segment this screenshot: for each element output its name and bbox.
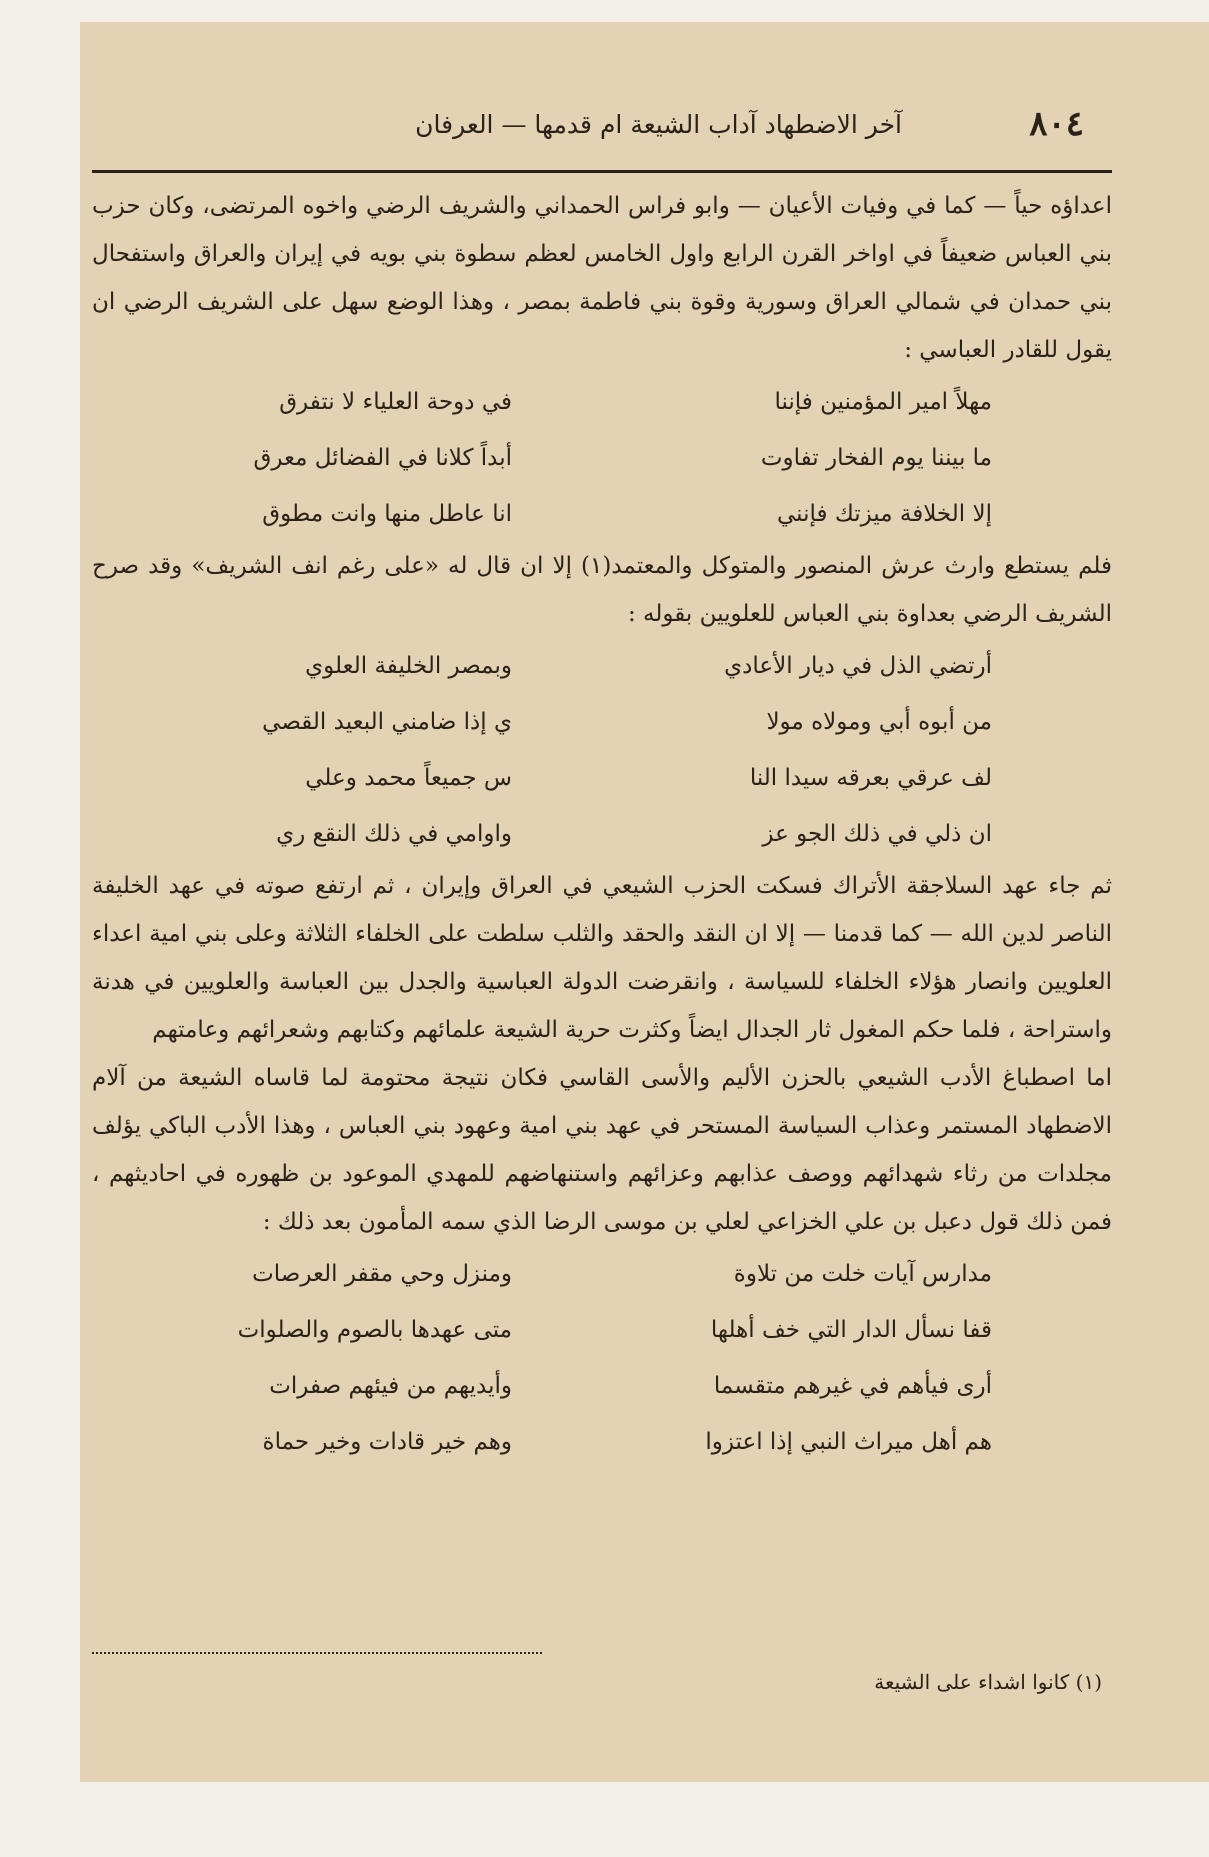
verse-line <box>92 1302 1112 1358</box>
verse-line <box>92 1246 1112 1302</box>
verse-second-hemistich: أبداً كلانا في الفضائل معرق <box>253 445 512 471</box>
verse-first-hemistich: قفا نسأل الدار التي خف أهلها <box>710 1317 992 1343</box>
verse-line <box>92 694 1112 750</box>
poem-block <box>92 1246 1112 1470</box>
paragraph: اعداؤه حياً — كما في وفيات الأعيان — وابو فراس الحمداني والشريف الرضي واخوه المرتضى، وكان حزب بني العباس ضعيفاً في اواخر القرن الرابع واول الخامس لعظم سطوة بني بويه في إيران والعراق واستفحال بني حمدان في شمالي العراق وسورية وقوة بني فاطمة بمصر ، وهذا الوضع سهل على الشريف الرضي ان يقول للقادر العباسي : <box>92 193 1112 363</box>
verse-second-hemistich: ي إذا ضامني البعيد القصي <box>262 709 512 735</box>
page-content <box>92 22 1112 1782</box>
poem-block <box>92 374 1112 542</box>
verse-line <box>92 486 1112 542</box>
verse-first-hemistich: هم أهل ميراث النبي إذا اعتزوا <box>705 1429 992 1455</box>
verse-first-hemistich: أرتضي الذل في ديار الأعادي <box>724 653 992 679</box>
page-number: ٨٠٤ <box>1029 104 1084 144</box>
paragraph: ثم جاء عهد السلاجقة الأتراك فسكت الحزب الشيعي في العراق وإيران ، ثم ارتفع صوته في عهد الخليفة الناصر لدين الله — كما قدمنا — إلا ان النقد والحقد والثلب سلطت على الخلفاء الثلاثة وعلى بني امية اعداء العلويين وانصار هؤلاء الخلفاء للسياسة ، وانقرضت الدولة العباسية والجدل بين العباسة والعلويين في هدنة واستراحة ، فلما حكم المغول ثار الجدال ايضاً وكثرت حرية الشيعة علمائهم وكتابهم وشعرائهم وعامتهم <box>92 873 1112 1043</box>
verse-second-hemistich: في دوحة العلياء لا نتفرق <box>279 389 512 415</box>
verse-line <box>92 430 1112 486</box>
verse-second-hemistich: انا عاطل منها وانت مطوق <box>262 501 512 527</box>
verse-first-hemistich: لف عرقي بعرقه سيدا النا <box>749 765 992 791</box>
poem-block <box>92 638 1112 862</box>
verse-second-hemistich: متى عهدها بالصوم والصلوات <box>237 1317 512 1343</box>
verse-second-hemistich: ومنزل وحي مقفر العرصات <box>252 1261 512 1287</box>
running-title: آخر الاضطهاد آداب الشيعة ام قدمها — العرفان <box>415 110 902 139</box>
footnote-rule <box>92 1652 542 1654</box>
body-text <box>92 182 1112 1470</box>
verse-first-hemistich: ان ذلي في ذلك الجو عز <box>762 821 992 847</box>
verse-second-hemistich: س جميعاً محمد وعلي <box>305 765 512 791</box>
verse-second-hemistich: وهم خير قادات وخير حماة <box>262 1429 512 1455</box>
paragraph: فلم يستطع وارث عرش المنصور والمتوكل والمعتمد(١) إلا ان قال له «على رغم انف الشريف» وقد صرح الشريف الرضي بعداوة بني العباس للعلويين بقوله : <box>92 553 1112 627</box>
verse-line <box>92 638 1112 694</box>
verse-second-hemistich: وأيديهم من فيئهم صفرات <box>269 1373 512 1399</box>
verse-first-hemistich: من أبوه أبي ومولاه مولا <box>766 709 992 735</box>
header-rule <box>92 170 1112 173</box>
verse-first-hemistich: إلا الخلافة ميزتك فإنني <box>777 501 992 527</box>
verse-first-hemistich: مدارس آيات خلت من تلاوة <box>733 1261 992 1287</box>
page-paper <box>80 22 1209 1782</box>
verse-first-hemistich: أرى فيأهم في غيرهم متقسما <box>713 1373 992 1399</box>
verse-second-hemistich: واوامي في ذلك النقع ري <box>276 821 512 847</box>
verse-second-hemistich: وبمصر الخليفة العلوي <box>305 653 512 679</box>
verse-line <box>92 374 1112 430</box>
footnote: (١) كانوا اشداء على الشيعة <box>874 1670 1102 1694</box>
page-header <box>92 90 1112 162</box>
verse-line <box>92 1358 1112 1414</box>
verse-line <box>92 1414 1112 1470</box>
verse-first-hemistich: مهلاً امير المؤمنين فإننا <box>774 389 992 415</box>
verse-line <box>92 750 1112 806</box>
paragraph: اما اصطباغ الأدب الشيعي بالحزن الأليم والأسى القاسي فكان نتيجة محتومة لما قاساه الشيعة من آلام الاضطهاد المستمر وعذاب السياسة المستحر في عهد بني امية وعهود بني العباس ، وهذا الأدب الباكي يؤلف مجلدات من رثاء شهدائهم ووصف عذابهم وعزائهم واستنهاضهم للمهدي الموعود بن ظهوره في احاديثهم ، فمن ذلك قول دعبل بن علي الخزاعي لعلي بن موسى الرضا الذي سمه المأمون بعد ذلك : <box>92 1065 1112 1235</box>
verse-line <box>92 806 1112 862</box>
verse-first-hemistich: ما بيننا يوم الفخار تفاوت <box>760 445 992 471</box>
